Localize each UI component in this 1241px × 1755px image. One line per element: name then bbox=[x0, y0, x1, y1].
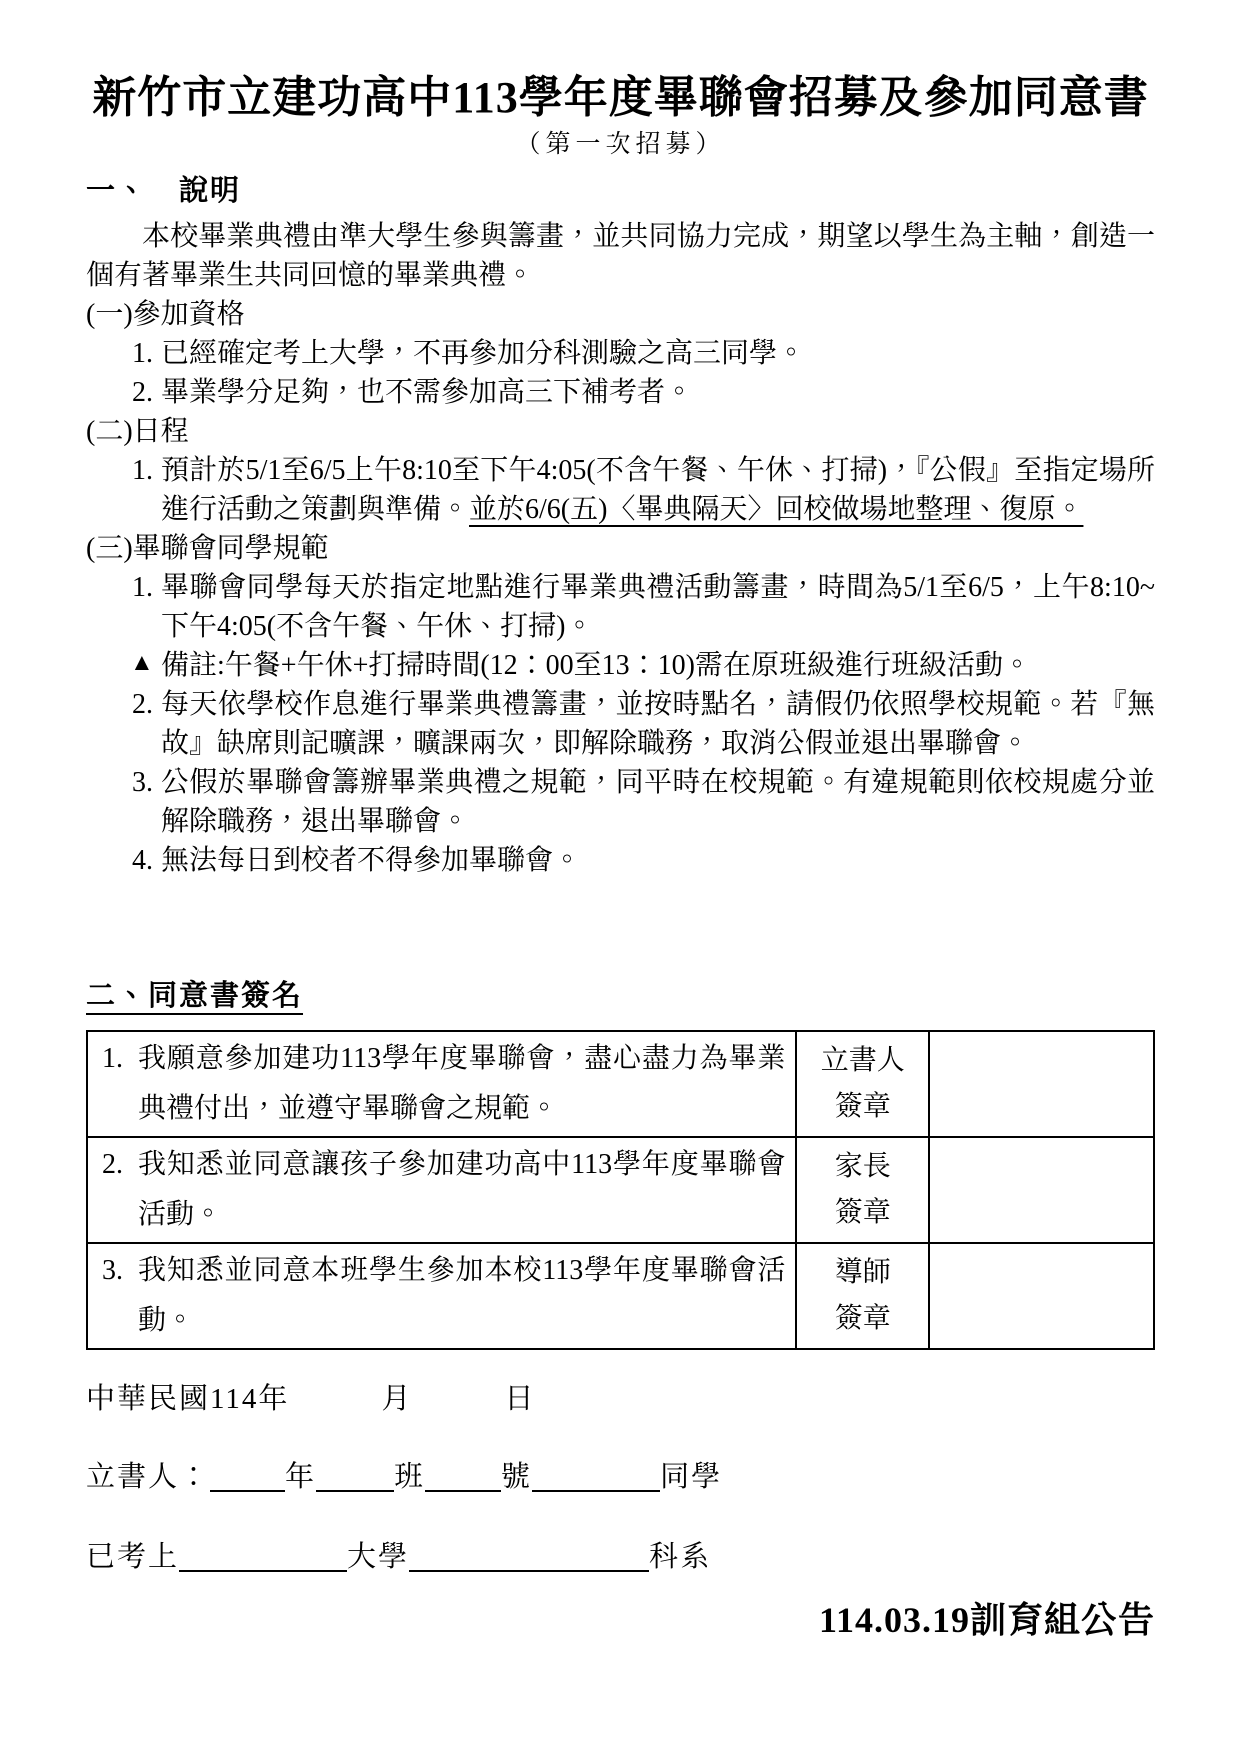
item-text: 畢聯會同學每天於指定地點進行畢業典禮活動籌畫，時間為5/1至6/5，上午8:10~下午4:05(不含午餐、午休、打掃)。 bbox=[161, 572, 1155, 643]
item-text: 公假於畢聯會籌辦畢業典禮之規範，同平時在校規範。有違規範則依校規處分並解除職務，退出畢聯會。 bbox=[161, 767, 1155, 838]
statement-text: 我知悉並同意本班學生參加本校113學年度畢聯會活動。 bbox=[138, 1255, 786, 1337]
signature-blank-cell bbox=[929, 1243, 1154, 1349]
statement-text: 我知悉並同意讓孩子參加建功高中113學年度畢聯會活動。 bbox=[138, 1149, 786, 1231]
signer-role: 立書人 bbox=[820, 1045, 905, 1077]
section2-heading: 二、同意書簽名 bbox=[86, 980, 304, 1013]
year-blank bbox=[210, 1460, 285, 1492]
item-number: 1. bbox=[132, 455, 153, 487]
triangle-icon: ▲ bbox=[130, 650, 154, 677]
item-number: 2. bbox=[132, 689, 153, 721]
signer-label-cell bbox=[796, 1031, 929, 1137]
item-number: 1. bbox=[132, 572, 153, 604]
date-line bbox=[86, 1378, 1155, 1420]
year-label: 年 bbox=[285, 1461, 317, 1494]
university-blank bbox=[179, 1540, 347, 1572]
sub2-heading: (二)日程 bbox=[86, 416, 189, 448]
seat-number-blank bbox=[425, 1460, 501, 1492]
item-number: 2. bbox=[132, 377, 153, 409]
table-row bbox=[87, 1031, 1154, 1137]
signer-label-cell bbox=[796, 1243, 929, 1349]
item-number: 4. bbox=[132, 845, 153, 877]
signature-blank-cell bbox=[929, 1137, 1154, 1243]
signer-seal-label: 簽章 bbox=[834, 1091, 891, 1123]
name-blank bbox=[532, 1460, 660, 1492]
statement-cell bbox=[87, 1031, 796, 1137]
list-item bbox=[86, 841, 1155, 880]
list-item bbox=[86, 685, 1155, 763]
row-number: 1. bbox=[102, 1043, 123, 1075]
sub3-heading: (三)畢聯會同學規範 bbox=[86, 533, 329, 565]
row-number: 2. bbox=[102, 1149, 123, 1181]
statement-cell bbox=[87, 1243, 796, 1349]
list-item bbox=[86, 451, 1155, 529]
signer-label-cell bbox=[796, 1137, 929, 1243]
page-subtitle: （第一次招募） bbox=[515, 130, 726, 158]
day-label: 日 bbox=[504, 1383, 536, 1416]
table-row bbox=[87, 1137, 1154, 1243]
item-number: 1. bbox=[132, 338, 153, 370]
student-label: 同學 bbox=[660, 1461, 723, 1494]
department-blank bbox=[409, 1540, 649, 1572]
statement-cell bbox=[87, 1137, 796, 1243]
signer-fill-line bbox=[86, 1456, 1155, 1498]
item-text-underlined: 並於6/6(五)〈畢典隔天〉回校做場地整理、復原。 bbox=[469, 494, 1084, 526]
signer-role: 導師 bbox=[834, 1257, 891, 1289]
section1-heading: 一、 說明 bbox=[86, 175, 242, 208]
note-line bbox=[86, 646, 1155, 685]
signer-role: 家長 bbox=[834, 1151, 891, 1183]
table-row bbox=[87, 1243, 1154, 1349]
intro-paragraph: 本校畢業典禮由準大學生參與籌畫，並共同協力完成，期望以學生為主軸，創造一個有著畢業生共同回憶的畢業典禮。 bbox=[86, 221, 1155, 292]
seat-number-label: 號 bbox=[501, 1461, 533, 1494]
class-label: 班 bbox=[394, 1461, 426, 1494]
signature-blank-cell bbox=[929, 1031, 1154, 1137]
sub1-heading: (一)參加資格 bbox=[86, 299, 245, 331]
university-label: 大學 bbox=[347, 1541, 410, 1574]
list-item bbox=[86, 334, 1155, 373]
announcement-footer: 114.03.19訓育組公告 bbox=[818, 1600, 1155, 1641]
row-number: 3. bbox=[102, 1255, 123, 1287]
admission-fill-line bbox=[86, 1536, 1155, 1578]
signature-table bbox=[86, 1030, 1155, 1350]
list-item bbox=[86, 763, 1155, 841]
item-text: 無法每日到校者不得參加畢聯會。 bbox=[161, 845, 582, 877]
item-text: 每天依學校作息進行畢業典禮籌畫，並按時點名，請假仍依照學校規範。若『無故』缺席則記曠課，曠課兩次，即解除職務，取消公假並退出畢聯會。 bbox=[161, 689, 1155, 760]
signer-seal-label: 簽章 bbox=[834, 1303, 891, 1335]
admission-prefix: 已考上 bbox=[86, 1541, 180, 1574]
statement-text: 我願意參加建功113學年度畢聯會，盡心盡力為畢業典禮付出，並遵守畢聯會之規範。 bbox=[138, 1043, 786, 1125]
class-blank bbox=[316, 1460, 394, 1492]
page-title: 新竹市立建功高中113學年度畢聯會招募及參加同意書 bbox=[92, 73, 1149, 122]
department-label: 科系 bbox=[649, 1541, 712, 1574]
list-item bbox=[86, 568, 1155, 646]
item-number: 3. bbox=[132, 767, 153, 799]
item-text: 已經確定考上大學，不再參加分科測驗之高三同學。 bbox=[161, 338, 806, 370]
note-text: 備註:午餐+午休+打掃時間(12：00至13：10)需在原班級進行班級活動。 bbox=[161, 650, 1032, 682]
list-item bbox=[86, 373, 1155, 412]
month-label: 月 bbox=[381, 1383, 413, 1416]
signer-seal-label: 簽章 bbox=[834, 1197, 891, 1229]
item-text: 預計於5/1至6/5上午8:10至下午4:05(不含午餐、午休、打掃)，『公假』至指定場所進行活動之策劃與準備。 bbox=[161, 455, 1155, 526]
item-text: 畢業學分足夠，也不需參加高三下補考者。 bbox=[161, 377, 694, 409]
date-prefix: 中華民國114年 bbox=[86, 1383, 290, 1416]
signer-label: 立書人： bbox=[86, 1461, 211, 1494]
